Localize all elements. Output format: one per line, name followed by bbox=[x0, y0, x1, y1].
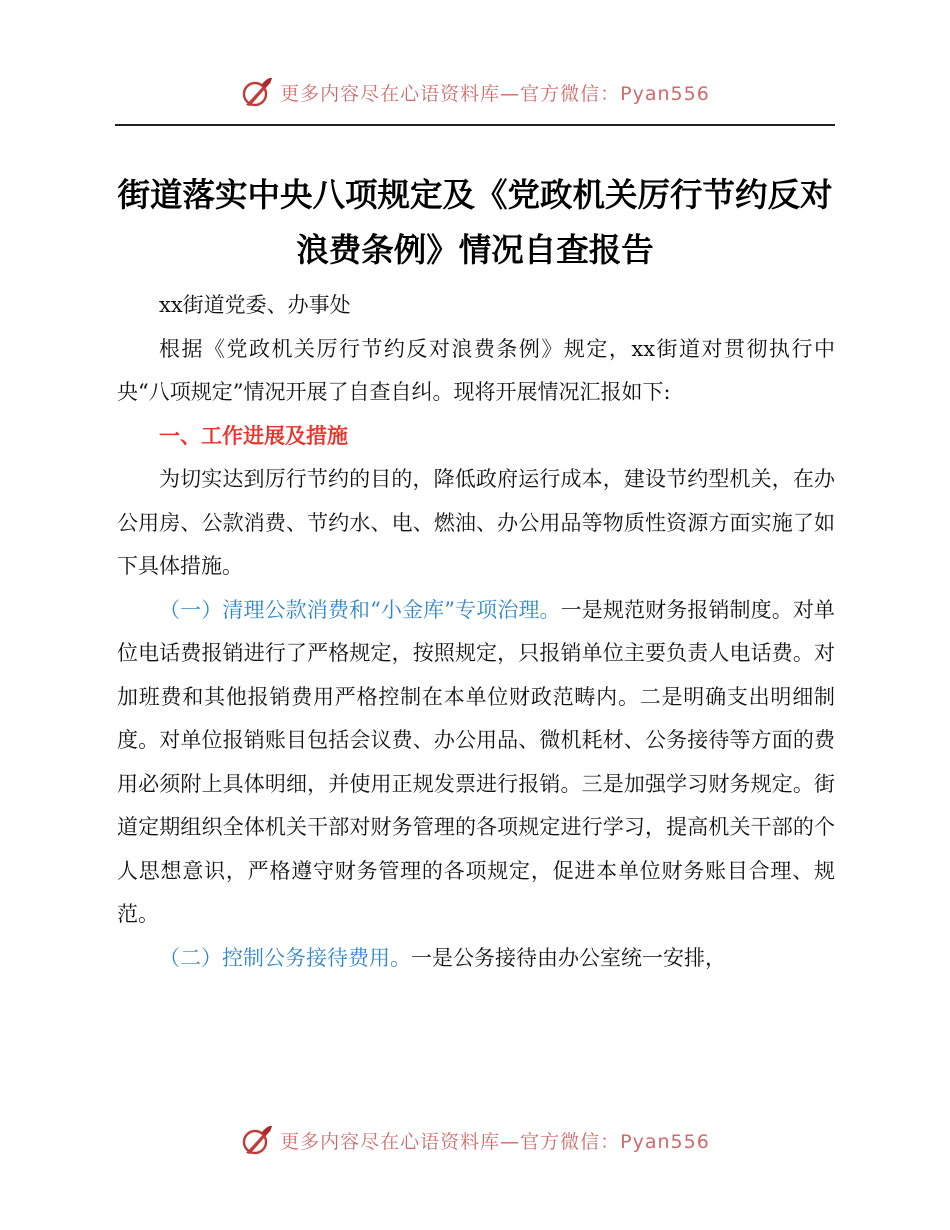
footer-banner bbox=[0, 1120, 950, 1160]
subsection-1-heading: （一）清理公款消费和“小金库”专项治理。 bbox=[159, 597, 561, 622]
subsection-1-text: 一是规范财务报销制度。对单位电话费报销进行了严格规定，按照规定，只报销单位主要负责人电话费。对加班费和其他报销费用严格控制在本单位财政范畴内。二是明确支出明细制度。对单位报销账目包括会议费、办公用品、微机耗材、公务接待等方面的费用必须附上具体明细，并使用正规发票进行报销。三是加强学习财务规定。街道定期组织全体机关干部对财务管理的各项规定进行学习，提高机关干部的个人思想意识，严格遵守财务管理的各项规定，促进本单位财务账目合理、规范。 bbox=[117, 597, 835, 926]
banner-text: 更多内容尽在心语资料库—官方微信：Pyan556 bbox=[280, 1130, 710, 1153]
subsection-2-heading: （二）控制公务接待费用。 bbox=[159, 945, 411, 970]
document-title: 街道落实中央八项规定及《党政机关厉行节约反对浪费条例》情况自查报告 bbox=[117, 176, 833, 269]
banner-text: 更多内容尽在心语资料库—官方微信：Pyan556 bbox=[280, 82, 710, 105]
quill-pen-logo-icon bbox=[240, 1123, 274, 1157]
section-heading: 一、工作进展及措施 bbox=[159, 423, 348, 448]
subsection-1-paragraph bbox=[117, 589, 835, 937]
quill-pen-logo-icon bbox=[240, 75, 274, 109]
section-paragraph: 为切实达到厉行节约的目的，降低政府运行成本，建设节约型机关，在办公用房、公款消费、节约水、电、燃油、办公用品等物质性资源方面实施了如下具体措施。 bbox=[117, 467, 835, 578]
intro-paragraph: 根据《党政机关厉行节约反对浪费条例》规定，xx街道对贯彻执行中央“八项规定”情况开展了自查自纠。现将开展情况汇报如下: bbox=[117, 336, 835, 404]
subsection-2-paragraph bbox=[117, 937, 835, 981]
addressee: xx街道党委、办事处 bbox=[159, 293, 351, 317]
subsection-2-text: 一是公务接待由办公室统一安排， bbox=[411, 945, 726, 970]
document-body bbox=[117, 284, 835, 980]
header-banner bbox=[0, 72, 950, 112]
header-divider bbox=[115, 124, 835, 126]
